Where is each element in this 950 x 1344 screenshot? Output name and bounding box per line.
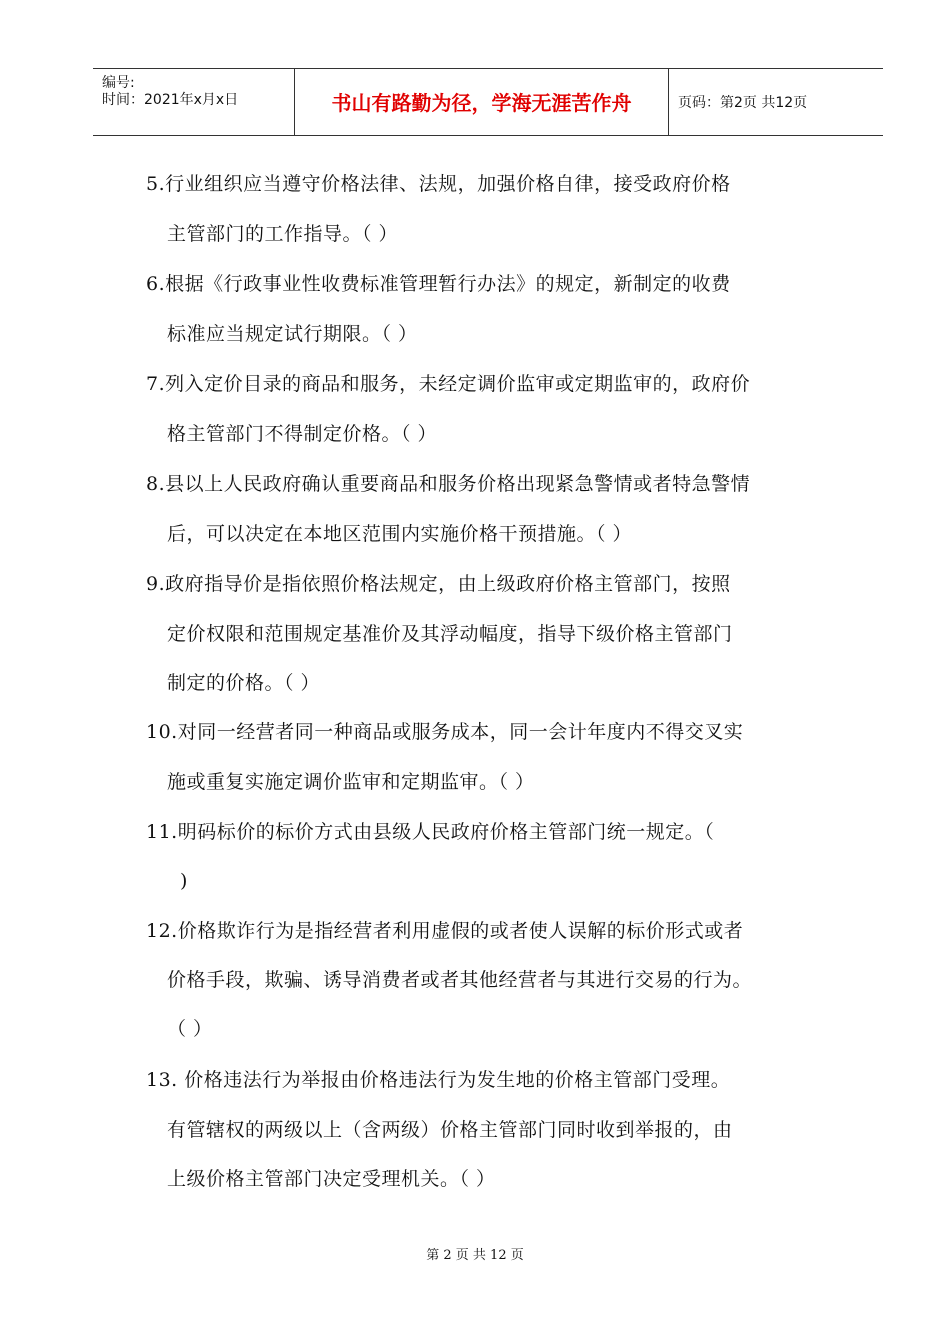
question-13-line-3: 上级价格主管部门决定受理机关。（ ） <box>167 1168 496 1190</box>
question-12-line-3: （ ） <box>167 1018 213 1040</box>
question-12-line-1: 12.价格欺诈行为是指经营者利用虚假的或者使人误解的标价形式或者 <box>146 920 744 942</box>
question-8-line-1: 8.县以上人民政府确认重要商品和服务价格出现紧急警情或者特急警情 <box>146 473 751 495</box>
question-10-line-2: 施或重复实施定调价监审和定期监审。（ ） <box>167 771 535 793</box>
document-date: 时间：2021年x月x日 <box>102 92 239 108</box>
header-motto-cell <box>294 69 669 135</box>
header-page-cell <box>668 69 883 135</box>
question-11-line-2: ) <box>180 870 188 892</box>
question-7-line-1: 7.列入定价目录的商品和服务，未经定调价监审或定期监审的，政府价 <box>146 373 751 395</box>
question-12-line-2: 价格手段，欺骗、诱导消费者或者其他经营者与其进行交易的行为。 <box>167 969 753 991</box>
question-6-line-1: 6.根据《行政事业性收费标准管理暂行办法》的规定，新制定的收费 <box>146 273 731 295</box>
question-13-line-2: 有管辖权的两级以上（含两级）价格主管部门同时收到举报的，由 <box>167 1119 733 1141</box>
question-11-line-1: 11.明码标价的标价方式由县级人民政府价格主管部门统一规定。（ <box>146 821 715 843</box>
question-10-line-1: 10.对同一经营者同一种商品或服务成本，同一会计年度内不得交叉实 <box>146 721 744 743</box>
question-6-line-2: 标准应当规定试行期限。（ ） <box>167 323 418 345</box>
question-13-line-1: 13. 价格违法行为举报由价格违法行为发生地的价格主管部门受理。 <box>146 1069 731 1091</box>
question-9-line-1: 9.政府指导价是指依照价格法规定，由上级政府价格主管部门，按照 <box>146 573 731 595</box>
question-5-line-2: 主管部门的工作指导。（ ） <box>167 223 399 245</box>
document-number-label: 编号: <box>102 75 135 91</box>
header-motto: 书山有路勤为径，学海无涯苦作舟 <box>331 91 632 115</box>
question-9-line-2: 定价权限和范围规定基准价及其浮动幅度，指导下级价格主管部门 <box>167 623 733 645</box>
question-5-line-1: 5.行业组织应当遵守价格法律、法规，加强价格自律，接受政府价格 <box>146 173 731 195</box>
question-7-line-2: 格主管部门不得制定价格。（ ） <box>167 423 438 445</box>
page-footer: 第 2 页 共 12 页 <box>426 1248 524 1263</box>
page-header <box>93 68 883 136</box>
header-page-code: 页码：第2页 共12页 <box>678 95 808 111</box>
question-9-line-3: 制定的价格。（ ） <box>167 672 321 694</box>
question-8-line-2: 后，可以决定在本地区范围内实施价格干预措施。（ ） <box>167 523 633 545</box>
header-meta-cell <box>93 69 294 135</box>
